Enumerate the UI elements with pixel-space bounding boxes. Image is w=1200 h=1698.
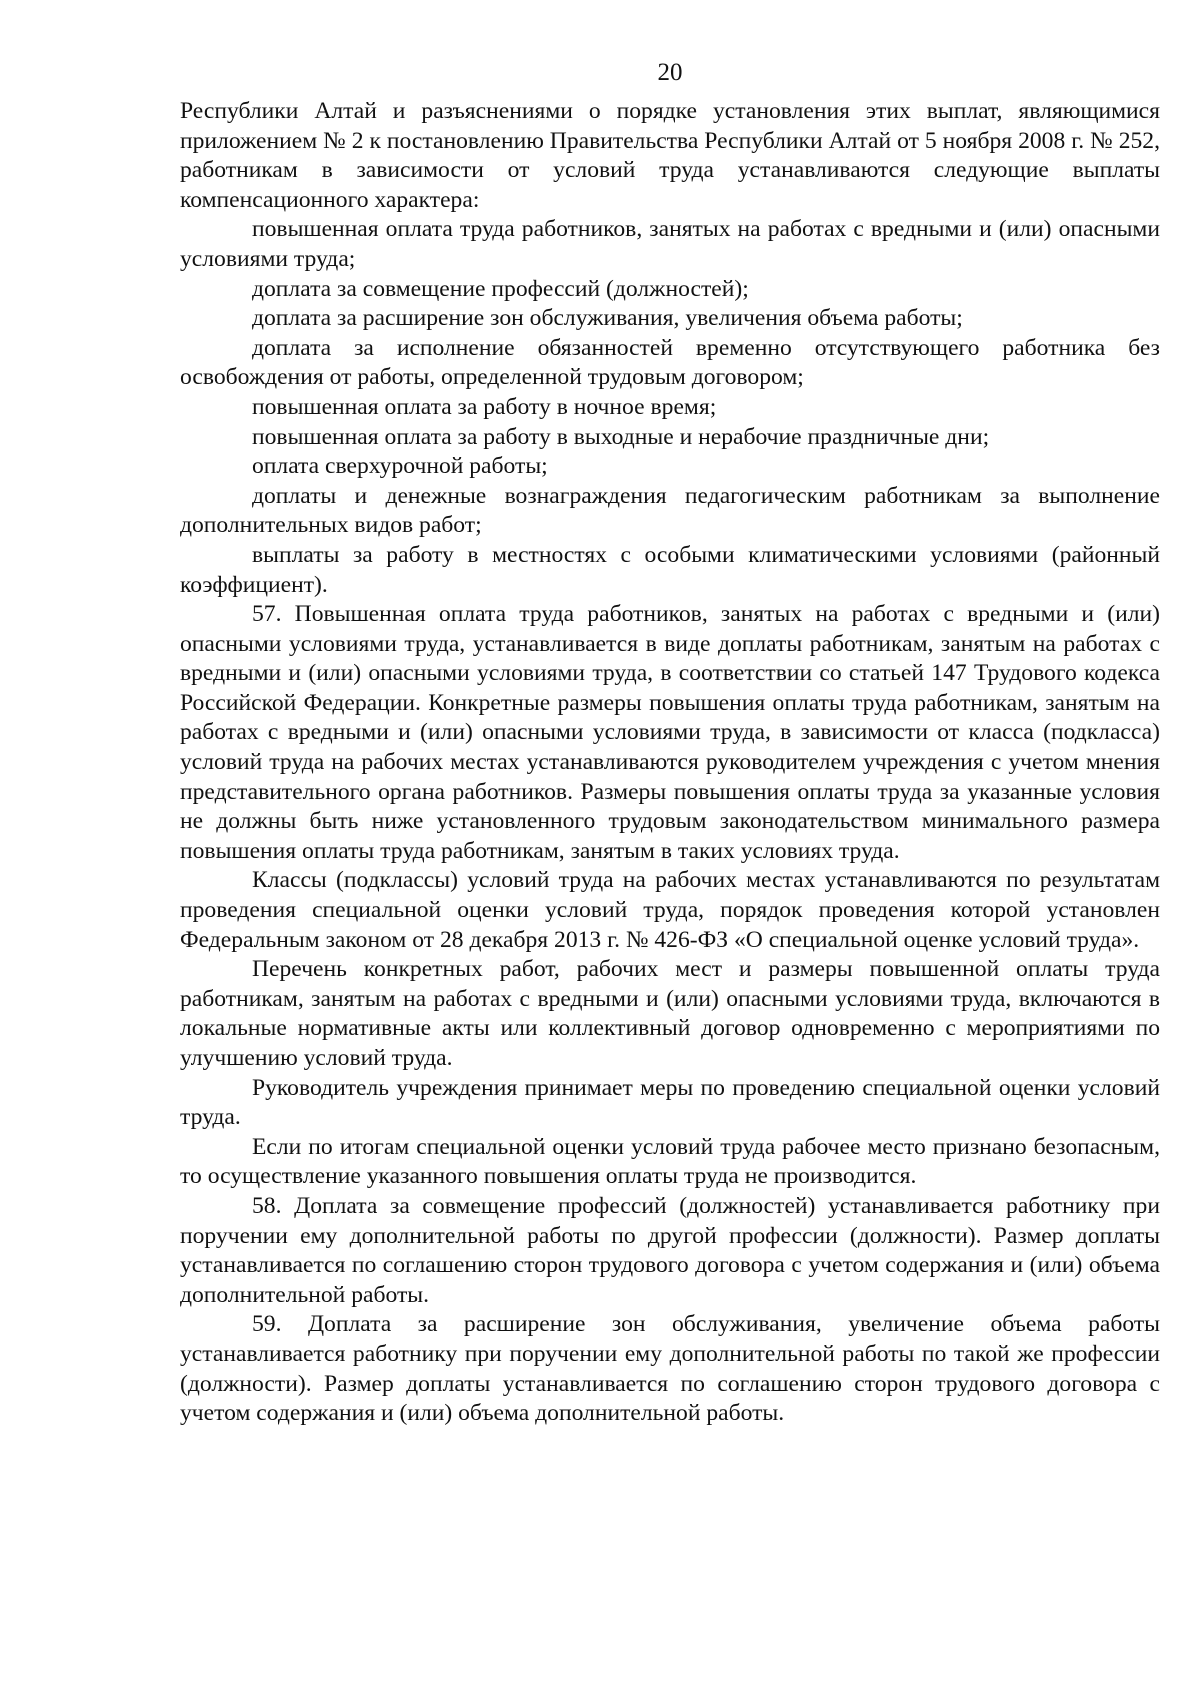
paragraph-3: доплата за совмещение профессий (должностей); [252, 275, 749, 302]
paragraph-1: Республики Алтай и разъяснениями о порядке установления этих выплат, являющимися приложением № 2 к постановлению Правительства Республики Алтай от 5 ноября 2008 г. № 252, работникам в зависимости от условий труда устанавливаются следующие выплаты компенсационного характера: [180, 98, 1160, 213]
paragraph-7: повышенная оплата за работу в выходные и нерабочие праздничные дни; [252, 423, 990, 450]
paragraph-9: доплаты и денежные вознаграждения педагогическим работникам за выполнение дополнительных видов работ; [180, 482, 1160, 539]
page-number: 20 [657, 59, 683, 86]
paragraph-16: 58. Доплата за совмещение профессий (должностей) устанавливается работнику при поручении ему дополнительной работы по другой профессии (должности). Размер доплаты устанавливается по соглашению сторон трудового договора с учетом содержания и (или) объема дополнительной работы. [180, 1192, 1160, 1308]
paragraph-4: доплата за расширение зон обслуживания, увеличения объема работы; [252, 305, 963, 332]
paragraph-15: Если по итогам специальной оценки условий труда рабочее место признано безопасным, то осуществление указанного повышения оплаты труда не производится. [180, 1133, 1160, 1190]
paragraph-12: Классы (подклассы) условий труда на рабочих местах устанавливаются по результатам проведения специальной оценки условий труда, порядок проведения которой установлен Федеральным законом от 28 декабря 2013 г. № 426-ФЗ «О специальной оценке условий труда». [180, 867, 1160, 953]
paragraph-13: Перечень конкретных работ, рабочих мест и размеры повышенной оплаты труда работникам, занятым на работах с вредными и (или) опасными условиями труда, включаются в локальные нормативные акты или коллективный договор одновременно с мероприятиями по улучшению условий труда. [180, 956, 1160, 1071]
paragraph-10: выплаты за работу в местностях с особыми климатическими условиями (районный коэффициент). [180, 541, 1160, 598]
paragraph-5: доплата за исполнение обязанностей временно отсутствующего работника без освобождения от работы, определенной трудовым договором; [180, 334, 1160, 391]
paragraph-11: 57. Повышенная оплата труда работников, занятых на работах с вредными и (или) опасными условиями труда, устанавливается в виде доплаты работникам, занятым на работах с вредными и (или) опасными условиями труда, в соответствии со статьей 147 Трудового кодекса Российской Федерации. Конкретные размеры повышения оплаты труда работникам, занятым на работах с вредными и (или) опасными условиями труда, в зависимости от класса (подкласса) условий труда на рабочих местах устанавливаются руководителем учреждения с учетом мнения представительного органа работников. Размеры повышения оплаты труда за указанные условия не должны быть ниже установленного трудовым законодательством минимального размера повышения оплаты труда работникам, занятым в таких условиях труда. [180, 601, 1160, 864]
paragraph-14: Руководитель учреждения принимает меры по проведению специальной оценки условий труда. [180, 1074, 1160, 1131]
paragraph-8: оплата сверхурочной работы; [252, 453, 548, 480]
paragraph-2: повышенная оплата труда работников, занятых на работах с вредными и (или) опасными условиями труда; [180, 216, 1160, 272]
paragraph-17: 59. Доплата за расширение зон обслуживания, увеличение объема работы устанавливается работнику при поручении ему дополнительной работы по такой же профессии (должности). Размер доплаты устанавливается по соглашению сторон трудового договора с учетом содержания и (или) объема дополнительной работы. [180, 1311, 1160, 1427]
paragraph-6: повышенная оплата за работу в ночное время; [252, 393, 717, 420]
document-body [180, 97, 1160, 1429]
